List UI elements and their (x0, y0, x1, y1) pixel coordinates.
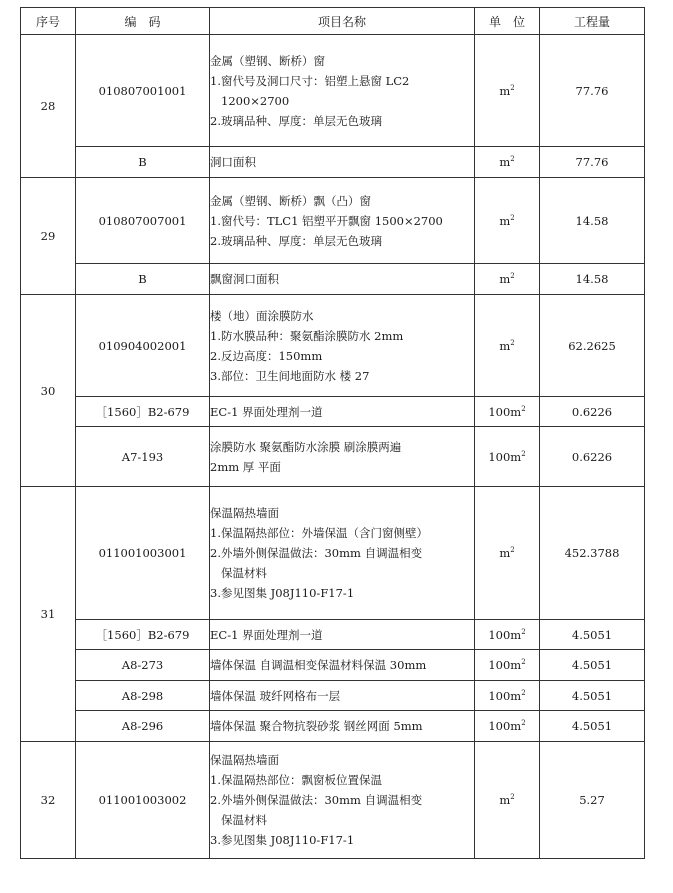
qty-cell: 4.5051 (540, 681, 645, 711)
unit-cell (475, 650, 540, 681)
description-line: 1200×2700 (221, 93, 290, 108)
unit-text: 100m (488, 404, 522, 419)
bill-of-quantities-table (20, 7, 645, 859)
table-row (21, 742, 645, 859)
unit-cell (475, 681, 540, 711)
code-cell: A8-273 (76, 650, 210, 681)
qty-cell: 0.6226 (540, 427, 645, 487)
table-row (21, 487, 645, 620)
code-cell: B (76, 264, 210, 295)
unit-superscript: 2 (521, 449, 526, 458)
description-line: 涂膜防水 聚氨酯防水涂膜 刷涂膜两遍 (210, 439, 402, 454)
unit-text: 100m (488, 449, 522, 464)
unit-text: m (499, 155, 511, 169)
unit-text: m (499, 83, 511, 98)
qty-cell: 77.76 (540, 147, 645, 178)
unit-cell (475, 742, 540, 859)
description-cell (210, 620, 475, 650)
table-row (21, 264, 645, 295)
unit-superscript: 2 (510, 546, 515, 554)
description-line: 2.反边高度：150mm (210, 348, 323, 363)
qty-cell: 0.6226 (540, 397, 645, 427)
unit-text: 100m (488, 658, 522, 672)
table-row (21, 681, 645, 711)
table-row (21, 711, 645, 742)
code-cell: 011001003001 (76, 487, 210, 620)
table-row (21, 295, 645, 397)
code-cell: A8-298 (76, 681, 210, 711)
description-cell (210, 295, 475, 397)
seq-cell: 30 (21, 295, 76, 487)
description-line: 飘窗洞口面积 (210, 272, 279, 286)
description-line: 楼（地）面涂膜防水 (210, 308, 314, 323)
description-line: 2.玻璃品种、厚度：单层无色玻璃 (210, 113, 382, 128)
description-cell (210, 35, 475, 147)
description-line: 金属（塑钢、断桥）窗 (210, 53, 325, 68)
unit-cell (475, 620, 540, 650)
unit-text: m (499, 793, 511, 807)
unit-cell (475, 487, 540, 620)
qty-cell: 62.2625 (540, 295, 645, 397)
description-line: 保温隔热墙面 (210, 506, 279, 520)
unit-superscript: 2 (521, 404, 526, 413)
qty-cell: 14.58 (540, 178, 645, 264)
unit-text: m (499, 546, 511, 560)
description-cell (210, 650, 475, 681)
table-row (21, 147, 645, 178)
code-cell: 010807007001 (76, 178, 210, 264)
unit-text: 100m (488, 688, 522, 703)
header-name: 项目名称 (210, 8, 475, 35)
description-line: 洞口面积 (210, 155, 256, 169)
qty-cell: 4.5051 (540, 620, 645, 650)
description-line: 2.外墙外侧保温做法：30mm 自调温相变 (210, 793, 423, 807)
unit-text: 100m (488, 719, 522, 733)
description-cell (210, 397, 475, 427)
qty-cell: 4.5051 (540, 650, 645, 681)
description-line: 1.保温隔热部位：外墙保温（含门窗侧壁） (210, 526, 428, 540)
header-unit: 单 位 (475, 8, 540, 35)
unit-cell (475, 427, 540, 487)
unit-superscript: 2 (510, 155, 515, 163)
unit-superscript: 2 (510, 83, 515, 92)
unit-cell (475, 264, 540, 295)
description-line: 2mm 厚 平面 (210, 459, 281, 474)
description-cell (210, 681, 475, 711)
code-cell: ［1560］B2-679 (76, 397, 210, 427)
code-cell: A8-296 (76, 711, 210, 742)
description-line: EC-1 界面处理剂一道 (210, 627, 323, 642)
unit-cell (475, 295, 540, 397)
description-line: 金属（塑钢、断桥）飘（凸）窗 (210, 193, 371, 208)
qty-cell: 452.3788 (540, 487, 645, 620)
qty-cell: 77.76 (540, 35, 645, 147)
code-cell: 010904002001 (76, 295, 210, 397)
description-line: 1.保温隔热部位：飘窗板位置保温 (210, 773, 382, 787)
seq-cell: 29 (21, 178, 76, 295)
table-row (21, 427, 645, 487)
description-line: 3.参见图集 J08J110-F17-1 (210, 586, 355, 600)
description-line: 保温材料 (221, 566, 267, 580)
code-cell: 010807001001 (76, 35, 210, 147)
unit-superscript: 2 (510, 338, 515, 347)
table-row (21, 178, 645, 264)
table-row (21, 35, 645, 147)
qty-cell: 5.27 (540, 742, 645, 859)
table-row (21, 650, 645, 681)
description-line: 保温隔热墙面 (210, 753, 279, 767)
code-cell: 011001003002 (76, 742, 210, 859)
description-line: 1.窗代号：TLC1 铝塑平开飘窗 1500×2700 (210, 213, 443, 228)
description-line: 1.防水膜品种：聚氨酯涂膜防水 2mm (210, 328, 404, 343)
unit-cell (475, 711, 540, 742)
description-cell (210, 742, 475, 859)
description-line: 墙体保温 玻纤网格布一层 (210, 688, 341, 703)
description-cell (210, 147, 475, 178)
unit-superscript: 2 (510, 793, 515, 801)
header-qty: 工程量 (540, 8, 645, 35)
header-row (21, 8, 645, 35)
description-line: 墙体保温 自调温相变保温材料保温 30mm (210, 658, 427, 672)
unit-cell (475, 35, 540, 147)
header-code: 编 码 (76, 8, 210, 35)
description-line: 1.窗代号及洞口尺寸：铝塑上悬窗 LC2 (210, 73, 410, 88)
description-cell (210, 711, 475, 742)
unit-superscript: 2 (510, 272, 515, 280)
table-row (21, 620, 645, 650)
description-line: 3.参见图集 J08J110-F17-1 (210, 833, 355, 847)
unit-superscript: 2 (521, 658, 526, 666)
code-cell: A7-193 (76, 427, 210, 487)
table-row (21, 397, 645, 427)
description-line: 保温材料 (221, 813, 267, 827)
unit-superscript: 2 (521, 688, 526, 697)
code-cell: ［1560］B2-679 (76, 620, 210, 650)
description-cell (210, 487, 475, 620)
code-cell: B (76, 147, 210, 178)
header-seq: 序号 (21, 8, 76, 35)
unit-text: m (499, 213, 511, 228)
unit-text: m (499, 272, 511, 286)
seq-cell: 28 (21, 35, 76, 178)
qty-cell: 14.58 (540, 264, 645, 295)
seq-cell: 32 (21, 742, 76, 859)
description-line: EC-1 界面处理剂一道 (210, 404, 323, 419)
unit-superscript: 2 (521, 719, 526, 727)
qty-cell: 4.5051 (540, 711, 645, 742)
description-line: 2.玻璃品种、厚度：单层无色玻璃 (210, 233, 382, 248)
unit-text: 100m (488, 627, 522, 642)
unit-superscript: 2 (510, 213, 515, 222)
unit-cell (475, 147, 540, 178)
description-line: 2.外墙外侧保温做法：30mm 自调温相变 (210, 546, 423, 560)
description-cell (210, 178, 475, 264)
description-line: 墙体保温 聚合物抗裂砂浆 钢丝网面 5mm (210, 719, 423, 733)
description-cell (210, 264, 475, 295)
seq-cell: 31 (21, 487, 76, 742)
unit-cell (475, 178, 540, 264)
unit-superscript: 2 (521, 627, 526, 636)
description-cell (210, 427, 475, 487)
unit-cell (475, 397, 540, 427)
unit-text: m (499, 338, 511, 353)
description-line: 3.部位：卫生间地面防水 楼 27 (210, 368, 370, 383)
